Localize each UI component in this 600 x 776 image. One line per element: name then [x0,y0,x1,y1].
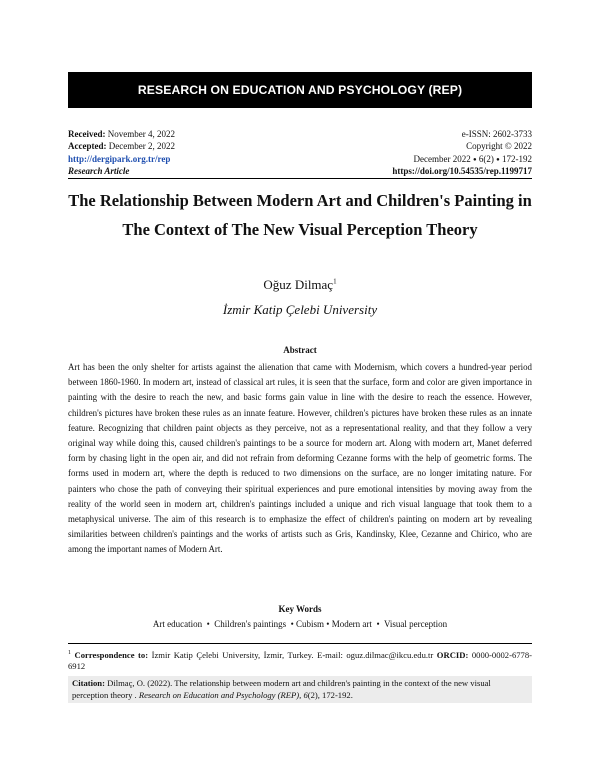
article-dates [68,128,175,165]
keyword: Visual perception [383,619,448,629]
citation-label: Citation: [72,678,105,688]
journal-url-link[interactable]: http://dergipark.org.tr/rep [68,153,171,164]
keyword: Cubism [296,619,325,629]
author-affiliation: İzmir Katip Çelebi University [222,302,378,317]
accepted-line [68,140,175,152]
citation-journal: Research on Education and Psychology (REP), [138,689,302,700]
page-range: 172-192 [502,153,532,164]
footnote-marker: 1 [68,650,71,656]
keyword-separator: • [290,619,294,629]
citation-text: Dilmaç, O. (2022). The relationship between modern art and children's painting in the context of the new visual perception theory . [72,678,491,700]
keyword-separator: • [326,619,330,629]
article-type-row [68,166,532,179]
article-title: The Relationship Between Modern Art and Children's Painting in The Context of The New Visual Perception Theory [68,191,532,239]
footnote-divider [68,643,532,644]
footnote [68,648,532,673]
keywords-list [0,619,600,629]
eissn: e-ISSN: 2602-3733 [461,129,532,139]
received-line [68,128,175,140]
citation-volume: 6 [303,689,308,700]
abstract-heading: Abstract [283,345,317,355]
author [0,277,600,293]
received-date: November 4, 2022 [107,129,175,139]
keyword: Modern art [331,619,372,629]
author-name: Oğuz Dilmaç [263,277,334,292]
correspondence-label: Correspondence to: [74,649,149,660]
keyword-separator: • [376,619,380,629]
accepted-date: December 2, 2022 [108,141,175,152]
keywords-heading: Key Words [278,604,322,614]
citation-issue-pages: (2), 172-192. [307,689,353,700]
received-label: Received: [68,129,106,139]
journal-banner-text: RESEARCH ON EDUCATION AND PSYCHOLOGY (REP) [137,83,463,97]
citation-box [68,676,532,703]
copyright: Copyright © 2022 [466,141,532,152]
abstract-text: Art has been the only shelter for artists against the alienation that came with Modernism, which covers a hundred-year period between 1860-1960. In modern art, instead of classical art rules, it is seen that the surface, form and color are given importance in painting with the desire to reach the new, and basic forms gain value in line with the desire to reach the essence. However, children's pictures have broken these rules as an innate feature. However, children's pictures have broken these rules as an innate feature. Recognizing that children paint objects as they perceive, not as a representational reality, and that they follow a very original way while doing this, caused children's paintings to be a source for modern art. Along with modern art, Manet deferred form by chasing light in the open air, and did not refrain from deforming Cezanne forms with the help of geometric forms. The forms used in modern art, where the depth is reduced to two dimensions on the surface, are no longer imitating nature. For painters who chose the path of conveying their spiritual experiences and pure emotional intensities by moving away from the reality of the world seen in modern art, children's paintings included a unique and rich visual language that took them to a metaphysical universe. The aim of this research is to emphasize the effect of children's painting on modern art by revealing similarities between children's paintings and the works of artists such as Gris, Kandinsky, Klee, Cezanne and Chirico, who are among the important names of Modern Art. [68,362,532,555]
keyword: Children's paintings [214,619,287,629]
orcid-id: 0000-0002-6778-6912 [68,649,532,672]
volume-issue: 6(2) [478,153,494,164]
keyword: Art education [152,619,203,629]
issue-line [414,153,532,166]
publication-info [414,128,532,166]
article-type: Research Article [68,166,130,176]
accepted-label: Accepted: [68,141,107,152]
correspondence-text: İzmir Katip Çelebi University, İzmir, Turkey. E-mail: oguz.dilmac@ikcu.edu.tr [151,649,434,660]
doi-link[interactable]: https://doi.org/10.54535/rep.1199717 [392,166,532,176]
bullet-icon: ● [473,156,477,163]
journal-banner [68,72,532,108]
bullet-icon: ● [496,156,500,163]
orcid-label: ORCID: [436,649,469,660]
issue-date: December 2022 [413,153,471,164]
author-footnote-marker: 1 [333,277,337,286]
keyword-separator: • [206,619,210,629]
